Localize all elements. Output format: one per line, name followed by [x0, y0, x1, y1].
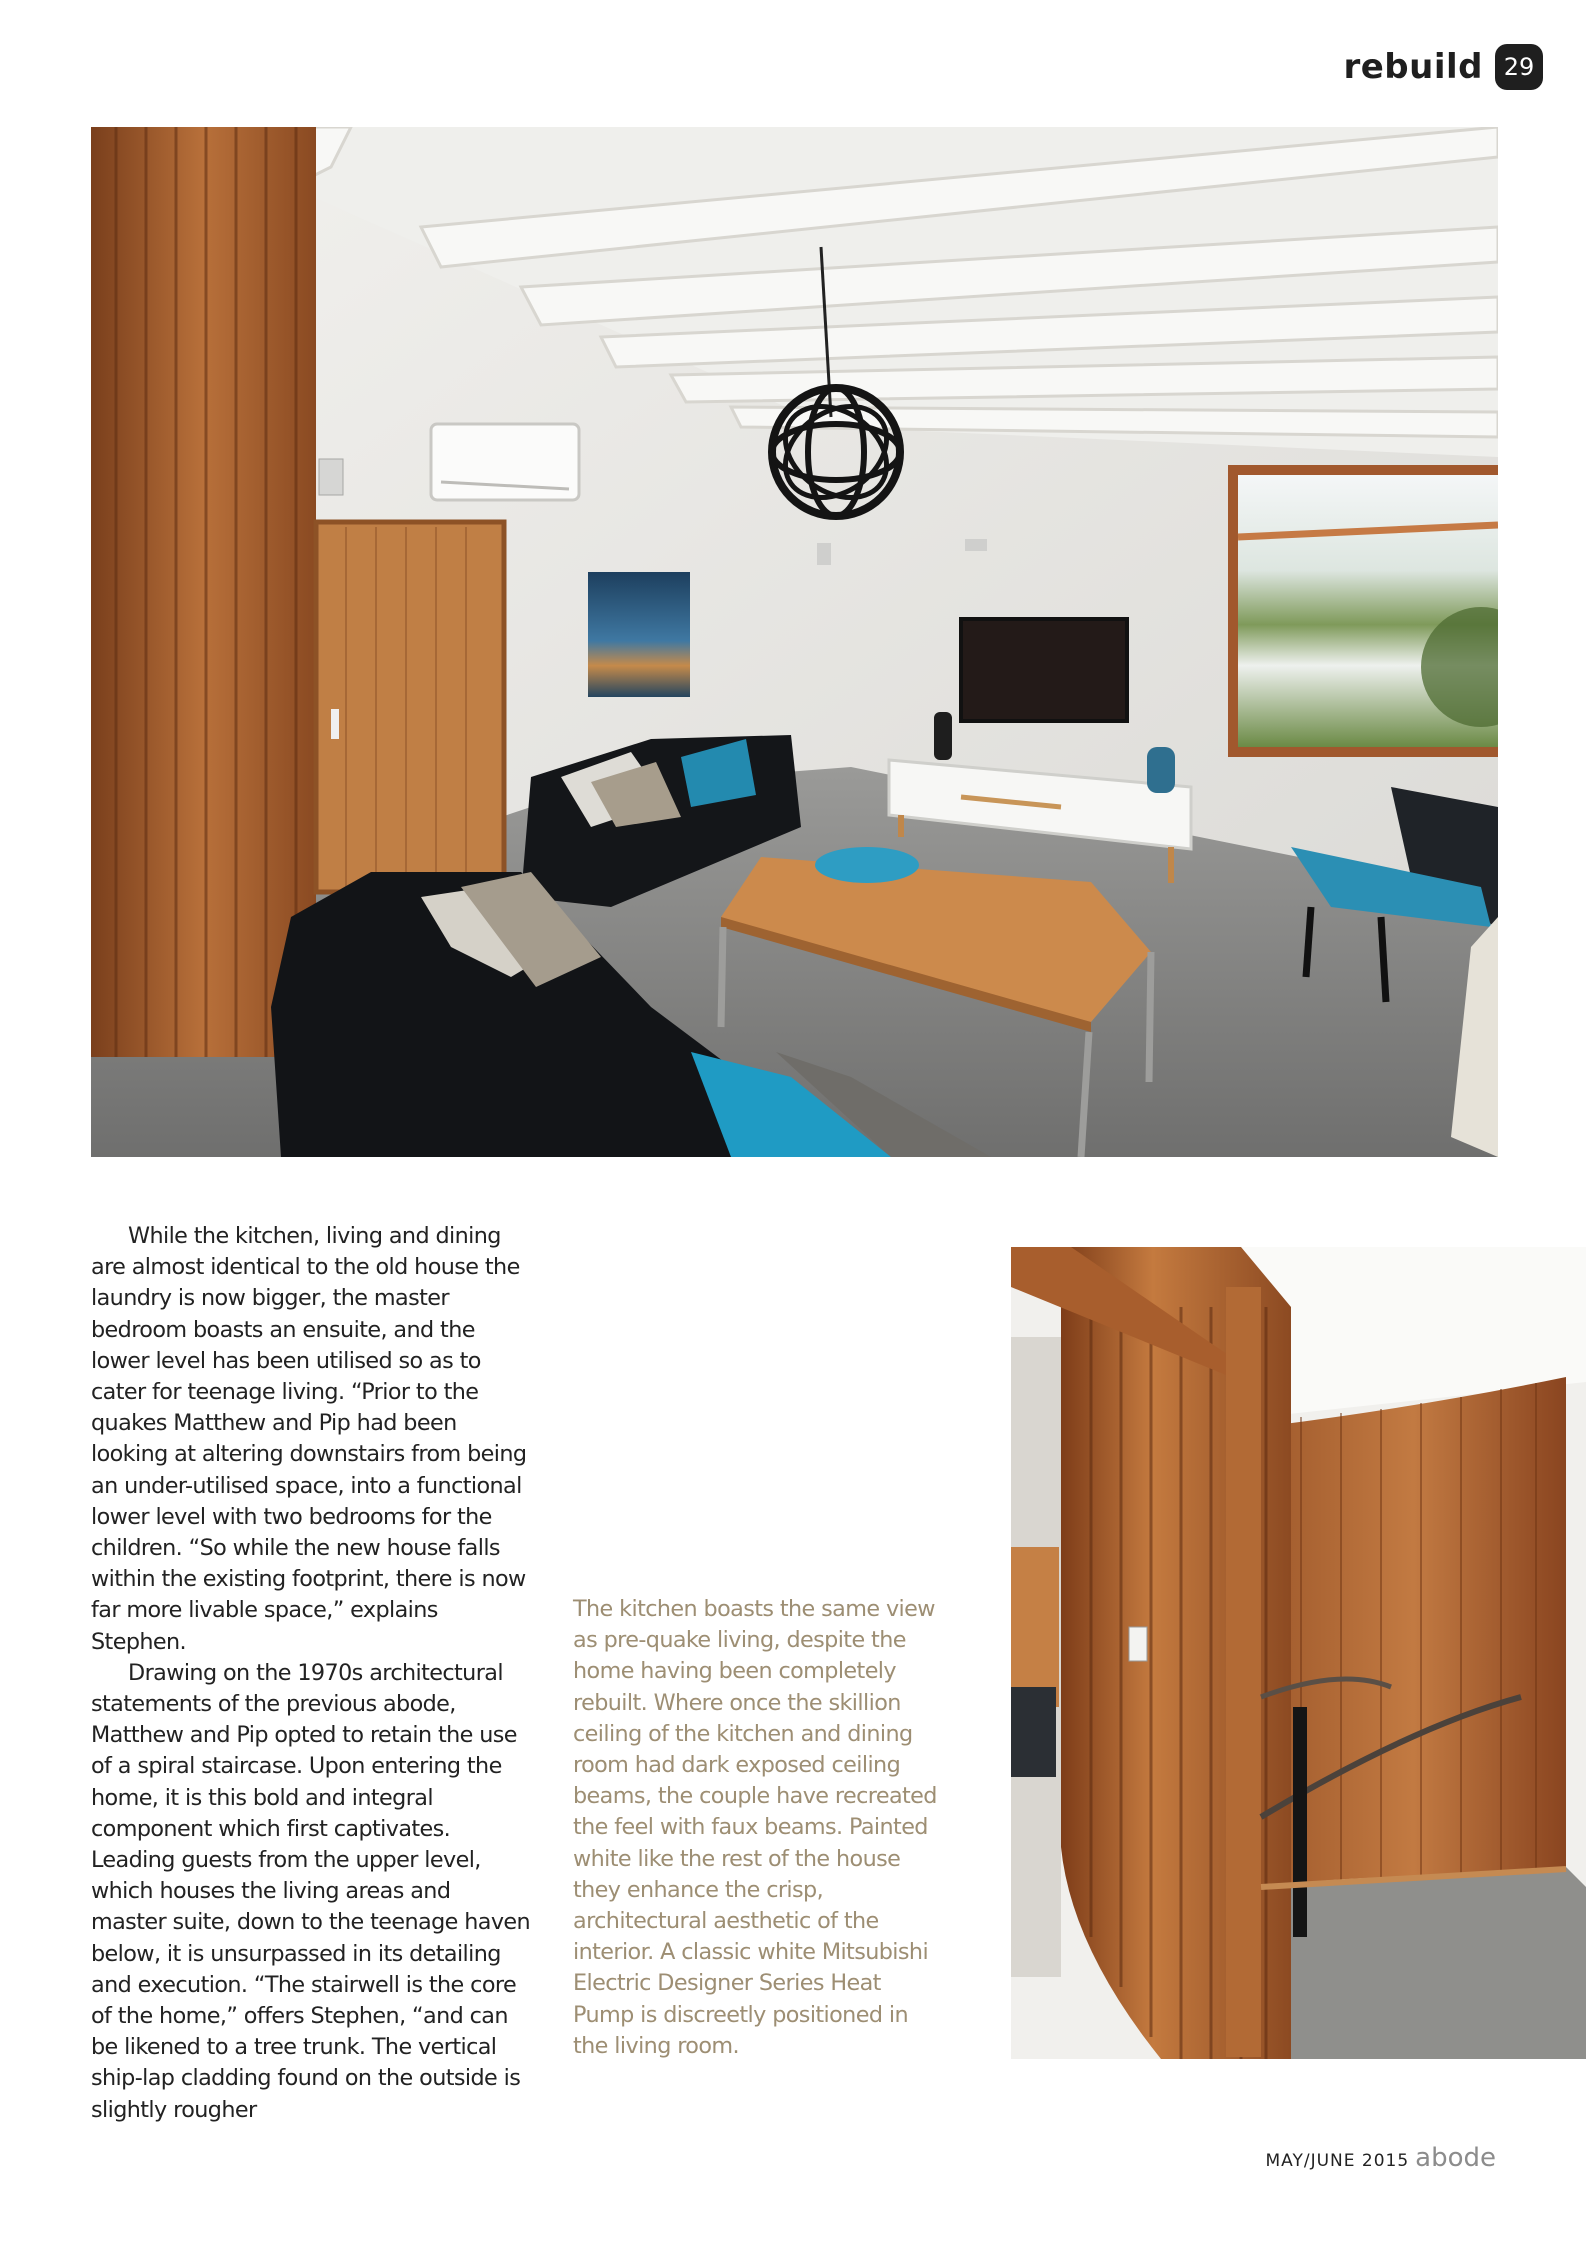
magazine-brand: abode: [1415, 2143, 1496, 2173]
page-number-badge: 29: [1495, 44, 1543, 90]
body-paragraph-1: While the kitchen, living and dining are almost identical to the old house the laundry is now bigger, the master bedroom boasts an ensuite, and the lower level has been utilised so as to cater for teenage living. “Prior to the quakes Matthew and Pip had been looking at altering downstairs from being an under-utilised space, into a functional lower level with two bedrooms for the children. “So while the new house falls within the existing footprint, there is now far more livable space,” explains Stephen.: [91, 1223, 527, 1655]
staircase-photo: [1011, 1247, 1586, 2059]
body-paragraph-2: Drawing on the 1970s architectural statements of the previous abode, Matthew and Pip opted to retain the use of a spiral staircase. Upon entering the home, it is this bold and integral component which first captivates. Leading guests from the upper level, which houses the living areas and master suite, down to the teenage haven below, it is unsurpassed in its detailing and execution. “The stairwell is the core of the home,” offers Stephen, “and can be likened to a tree trunk. The vertical ship-lap cladding found on the outside is slightly rougher: [91, 1659, 531, 2123]
living-room-photo: [91, 127, 1498, 1157]
staircase-illustration: [1011, 1247, 1586, 2059]
page-header: [1343, 44, 1543, 90]
living-room-illustration: [91, 127, 1498, 1157]
article-body: [91, 1221, 531, 2126]
page-footer: [1265, 2143, 1496, 2173]
section-label: rebuild: [1343, 47, 1483, 87]
photo-caption: The kitchen boasts the same view as pre-quake living, despite the home having been completely rebuilt. Where once the skillion ceiling of the kitchen and dining room had dark exposed ceiling beams, the couple have recreated the feel with faux beams. Painted white like the rest of the house they enhance the crisp, architectural aesthetic of the interior. A classic white Mitsubishi Electric Designer Series Heat Pump is discreetly positioned in the living room.: [573, 1596, 937, 2059]
issue-date: MAY/JUNE 2015: [1265, 2151, 1410, 2171]
